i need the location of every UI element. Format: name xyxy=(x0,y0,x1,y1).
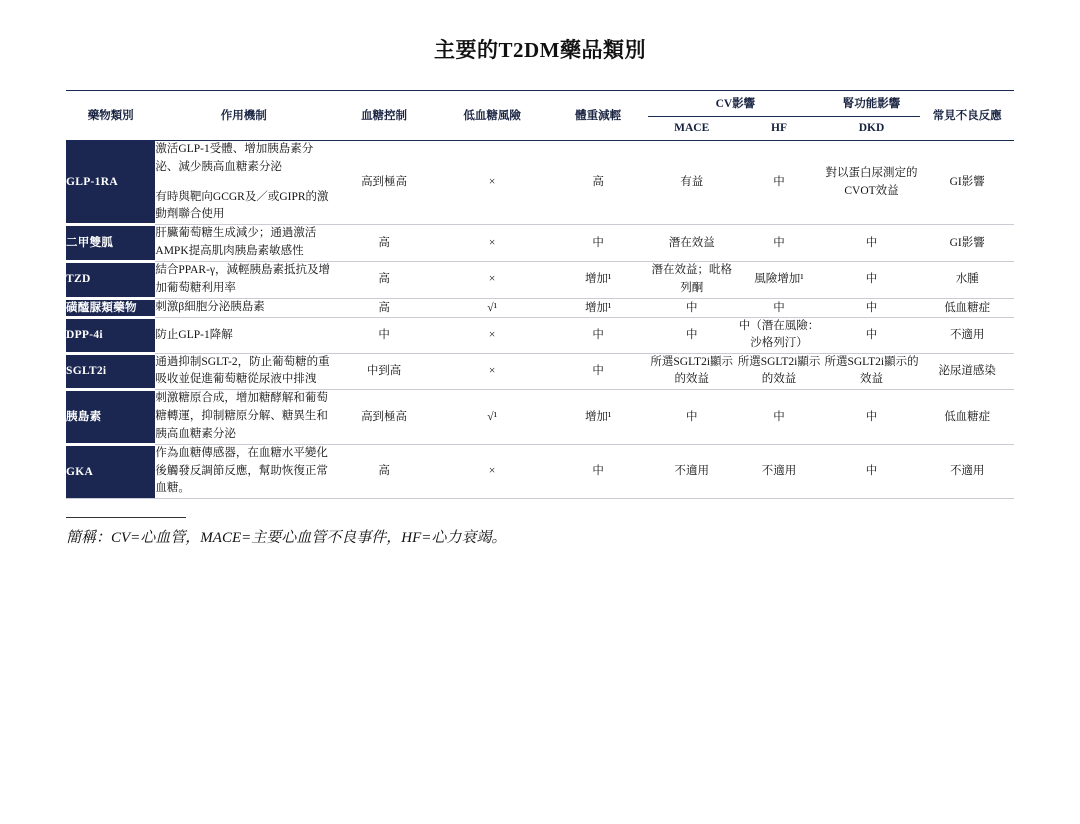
row-mechanism-p1: 作為血糖傳感器，在血糖水平變化後觸發反調節反應，幫助恢復正常血糖。 xyxy=(155,446,328,495)
row-weight: 中 xyxy=(548,444,648,498)
row-dkd: 中 xyxy=(823,444,921,498)
row-mechanism-p1: 刺激β細胞分泌胰島素 xyxy=(155,300,265,313)
row-hypo-risk: √¹ xyxy=(436,390,548,444)
row-hf: 中 xyxy=(735,141,822,225)
row-adverse: 不適用 xyxy=(920,318,1014,354)
row-adverse: GI影響 xyxy=(920,225,1014,262)
header-hf: HF xyxy=(771,122,788,134)
header-glycemic: 血糖控制 xyxy=(332,91,436,141)
row-hypo-risk: × xyxy=(436,225,548,262)
row-drug-class: GKA xyxy=(66,444,155,498)
row-dkd: 中 xyxy=(823,390,921,444)
header-hypo-risk: 低血糖風險 xyxy=(436,91,548,141)
row-mechanism xyxy=(155,318,332,354)
table-row xyxy=(66,444,1014,498)
header-adverse: 常見不良反應 xyxy=(920,91,1014,141)
table-row xyxy=(66,318,1014,354)
row-hypo-risk: × xyxy=(436,444,548,498)
footnote-text: 簡稱：CV=心血管，MACE=主要心血管不良事件，HF=心力衰竭。 xyxy=(66,530,507,547)
header-dkd: DKD xyxy=(858,122,885,134)
row-mechanism-p1: 刺激糖原合成，增加糖酵解和葡萄糖轉運，抑制糖原分解、糖異生和胰高血糖素分泌 xyxy=(155,392,328,440)
header-weight: 體重減輕 xyxy=(548,91,648,141)
row-hf: 風險增加¹ xyxy=(735,261,822,298)
row-hypo-risk: × xyxy=(436,261,548,298)
row-mace: 所選SGLT2i顯示的效益 xyxy=(648,353,735,390)
row-adverse: 泌尿道感染 xyxy=(920,353,1014,390)
row-mace: 不適用 xyxy=(648,444,735,498)
row-drug-class: TZD xyxy=(66,261,155,298)
row-mace: 中 xyxy=(648,390,735,444)
page-title: 主要的T2DM藥品類別 xyxy=(434,38,646,62)
row-hypo-risk: × xyxy=(436,353,548,390)
header-mechanism: 作用機制 xyxy=(155,91,332,141)
row-glycemic: 高 xyxy=(332,225,436,262)
row-adverse: 低血糖症 xyxy=(920,390,1014,444)
row-weight: 中 xyxy=(548,318,648,354)
row-weight: 高 xyxy=(548,141,648,225)
row-adverse: 低血糖症 xyxy=(920,298,1014,318)
row-dkd: 中 xyxy=(823,261,921,298)
row-hf: 不適用 xyxy=(735,444,822,498)
header-cv-group: CV影響 xyxy=(648,91,823,117)
row-weight: 中 xyxy=(548,353,648,390)
row-weight: 增加¹ xyxy=(548,298,648,318)
row-glycemic: 中 xyxy=(332,318,436,354)
row-hf: 中 xyxy=(735,298,822,318)
row-weight: 中 xyxy=(548,225,648,262)
row-hf: 所選SGLT2i顯示的效益 xyxy=(735,353,822,390)
row-glycemic: 高到極高 xyxy=(332,141,436,225)
header-mace: MACE xyxy=(674,122,710,134)
footnote-divider xyxy=(66,517,186,518)
row-mechanism xyxy=(155,353,332,390)
row-weight: 增加¹ xyxy=(548,390,648,444)
row-dkd: 中 xyxy=(823,225,921,262)
table-row xyxy=(66,390,1014,444)
row-mechanism-p1: 肝臟葡萄糖生成減少；通過激活AMPK提高肌肉胰島素敏感性 xyxy=(155,227,317,258)
row-glycemic: 高 xyxy=(332,444,436,498)
row-adverse: 水腫 xyxy=(920,261,1014,298)
row-hypo-risk: × xyxy=(436,318,548,354)
row-drug-class: 胰島素 xyxy=(66,390,155,444)
drug-class-table xyxy=(66,90,1014,499)
row-drug-class: GLP-1RA xyxy=(66,141,155,225)
row-mace: 中 xyxy=(648,318,735,354)
row-drug-class: SGLT2i xyxy=(66,353,155,390)
table-row xyxy=(66,261,1014,298)
row-drug-class: 二甲雙胍 xyxy=(66,225,155,262)
row-mechanism xyxy=(155,444,332,498)
header-drug-class: 藥物類別 xyxy=(66,91,155,141)
row-dkd: 對以蛋白尿測定的CVOT效益 xyxy=(823,141,921,225)
header-renal-group: 腎功能影響 xyxy=(823,91,921,117)
table-header xyxy=(66,91,1014,141)
row-mechanism-p1: 激活GLP-1受體、增加胰島素分泌、減少胰高血糖素分泌 xyxy=(155,143,314,173)
footnote-block xyxy=(66,517,1014,547)
row-mechanism-p1: 結合PPAR-γ，減輕胰島素抵抗及增加葡萄糖利用率 xyxy=(155,263,331,294)
row-mace: 潛在效益 xyxy=(648,225,735,262)
row-hypo-risk: × xyxy=(436,141,548,225)
row-hf: 中（潛在風險：沙格列汀） xyxy=(735,318,822,354)
row-dkd: 所選SGLT2i顯示的效益 xyxy=(823,353,921,390)
row-mace: 中 xyxy=(648,298,735,318)
table-row xyxy=(66,225,1014,262)
row-hf: 中 xyxy=(735,390,822,444)
row-glycemic: 高到極高 xyxy=(332,390,436,444)
row-mechanism xyxy=(155,141,332,225)
row-drug-class: DPP-4i xyxy=(66,318,155,354)
row-mechanism xyxy=(155,390,332,444)
row-glycemic: 高 xyxy=(332,261,436,298)
row-hypo-risk: √¹ xyxy=(436,298,548,318)
row-mace: 有益 xyxy=(648,141,735,225)
row-glycemic: 高 xyxy=(332,298,436,318)
row-mechanism-p1: 防止GLP-1降解 xyxy=(155,328,233,341)
row-mace: 潛在效益；吡格列酮 xyxy=(648,261,735,298)
table-row xyxy=(66,298,1014,318)
table-body xyxy=(66,141,1014,499)
table-row xyxy=(66,141,1014,225)
row-mechanism xyxy=(155,225,332,262)
row-adverse: GI影響 xyxy=(920,141,1014,225)
row-mechanism-p2: 有時與靶向GCGR及／或GIPR的激動劑聯合使用 xyxy=(155,190,329,221)
table-row xyxy=(66,353,1014,390)
row-drug-class: 磺醯脲類藥物 xyxy=(66,298,155,318)
row-weight: 增加¹ xyxy=(548,261,648,298)
row-mechanism xyxy=(155,261,332,298)
row-mechanism-p1: 通過抑制SGLT-2，防止葡萄糖的重吸收並促進葡萄糖從尿液中排洩 xyxy=(155,355,330,386)
row-mechanism xyxy=(155,298,332,318)
row-adverse: 不適用 xyxy=(920,444,1014,498)
row-dkd: 中 xyxy=(823,318,921,354)
row-hf: 中 xyxy=(735,225,822,262)
row-glycemic: 中到高 xyxy=(332,353,436,390)
row-dkd: 中 xyxy=(823,298,921,318)
